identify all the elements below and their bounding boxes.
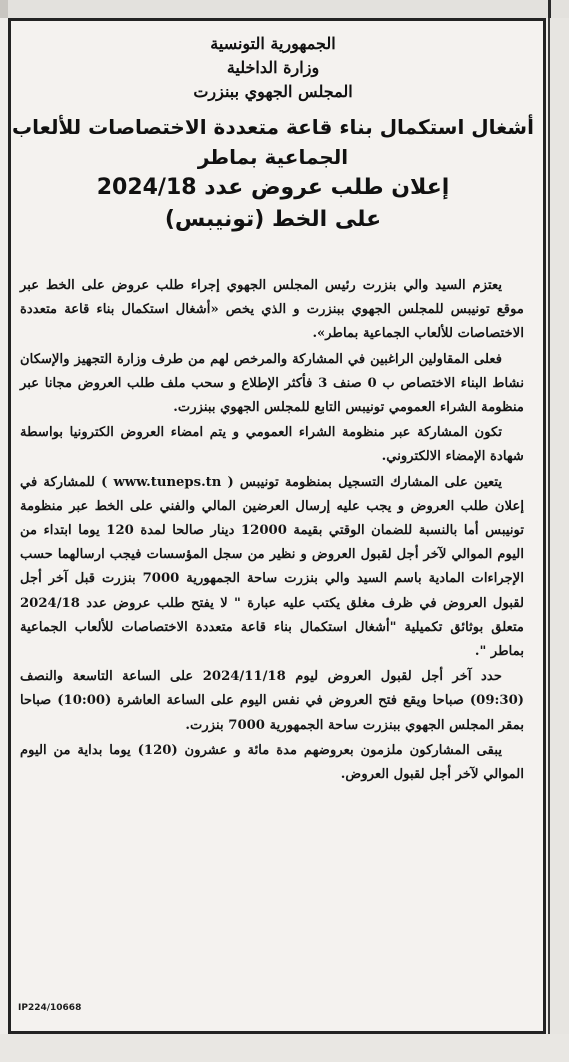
council-name: المجلس الجهوي ببنزرت xyxy=(193,82,353,101)
announcement-header xyxy=(12,32,534,236)
notice-number: إعلان طلب عروض عدد 2024/18 xyxy=(96,175,450,200)
adjacent-frame-line xyxy=(548,18,550,1034)
paragraph-eligibility: فعلى المقاولين الراغبين في المشاركة والمرخص لهم من طرف وزارة التجهيز والإسكان نشاط البناء الاختصاص ب 0 صنف 3 فأكثر الإطلاع و سحب ملف طلب العروض مجانا عبر منظومة الشراء العمومي تونيبس التابع للمجلس الجهوي ببنزرت. xyxy=(20,351,524,416)
project-title: أشغال استكمال بناء قاعة متعددة الاختصاصات للألعاب الجماعية بماطر xyxy=(12,115,534,169)
paragraph-registration: يتعين على المشارك التسجيل بمنظومة تونيبس ( www.tuneps.tn ) للمشاركة في إعلان طلب العروض و يجب عليه إرسال العرضين المالي والفني على الخط عبر منظومة تونيبس أما بالنسبة للضمان الوقتي بقيمة 12000 دينار صالحا لمدة 120 يوما ابتداء من اليوم الموالي لآخر أجل لقبول العروض و نظير من سجل المؤسسات فيجب ارسالهما حسب الإجراءات المادية باسم السيد والي بنزرت ساحة الجمهورية 7000 بنزرت قبل آخر أجل لقبول العروض في ظرف مغلق يكتب عليه عبارة " لا يفتح طلب عروض عدد 2024/18 متعلق بوثائق تكميلية "أشغال استكمال بناء قاعة متعددة الاختصاصات للألعاب الجماعية بماطر ". xyxy=(20,474,524,660)
bottom-margin xyxy=(0,1034,569,1062)
online-platform: على الخط (تونيبس) xyxy=(164,207,382,232)
country-name: الجمهورية التونسية xyxy=(210,34,336,53)
paragraph-intro: يعتزم السيد والي بنزرت رئيس المجلس الجهوي إجراء طلب عروض على الخط عبر موقع تونيبس للمجلس الجهوي ببنزرت و الذي يخص «أشغال استكمال بناء قاعة متعددة الاختصاصات للألعاب الجماعية بماطر». xyxy=(20,278,524,342)
announcement-body xyxy=(12,274,534,787)
paragraph-signature: تكون المشاركة عبر منظومة الشراء العمومي و يتم امضاء العروض الكترونيا بواسطة شهادة الإمضاء الالكتروني. xyxy=(20,425,524,465)
reference-code: IP224/10668 xyxy=(18,1003,82,1013)
adjacent-column-edge xyxy=(0,0,8,18)
adjacent-frame-edge xyxy=(548,0,551,18)
adjacent-page-band xyxy=(548,18,569,1062)
announcement-content xyxy=(12,24,534,788)
paragraph-deadline: حدد آخر أجل لقبول العروض ليوم 2024/11/18 على الساعة التاسعة والنصف (09:30) صباحا ويقع فتح العروض في نفس اليوم على الساعة العاشرة (10:00) صباحا بمقر المجلس الجهوي ببنزرت ساحة الجمهورية 7000 بنزرت. xyxy=(20,669,524,733)
top-strip xyxy=(0,0,569,18)
ministry-name: وزارة الداخلية xyxy=(226,58,320,77)
paragraph-validity: يبقى المشاركون ملزمون بعروضهم مدة مائة و عشرون (120) يوما بداية من اليوم الموالي لآخر أجل لقبول العروض. xyxy=(20,742,524,783)
